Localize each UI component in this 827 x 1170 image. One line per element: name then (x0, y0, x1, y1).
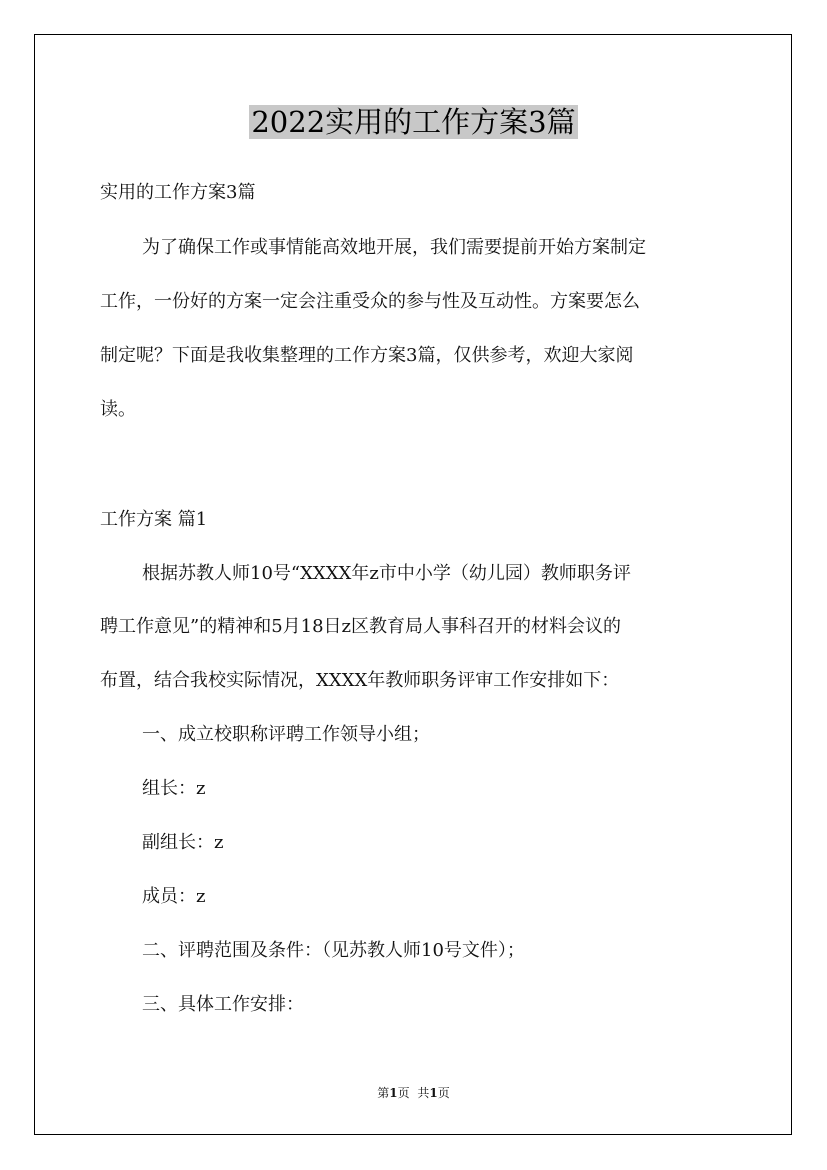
list-item-6: 三、具体工作安排： (142, 994, 304, 1015)
section-para-line-2: 聘工作意见”的精神和5月18日z区教育局人事科召开的材料会议的 (100, 616, 622, 637)
total-pages: 1 (429, 1086, 438, 1100)
page-number: 1 (389, 1086, 398, 1100)
document-subtitle: 实用的工作方案3篇 (100, 182, 256, 203)
intro-line-4: 读。 (100, 399, 136, 420)
total-suffix: 页 (437, 1086, 450, 1100)
list-item-3: 副组长：z (142, 832, 224, 853)
list-item-5: 二、评聘范围及条件：（见苏教人师10号文件）； (142, 940, 525, 961)
list-item-4: 成员：z (142, 886, 206, 907)
total-prefix: 共 (417, 1086, 430, 1100)
document-title (0, 98, 827, 146)
intro-line-2: 工作，一份好的方案一定会注重受众的参与性及互动性。方案要怎么 (100, 291, 640, 312)
section-para-line-3: 布置，结合我校实际情况，XXXX年教师职务评审工作安排如下： (100, 670, 620, 691)
page-footer (0, 1084, 827, 1101)
section-heading: 工作方案 篇1 (100, 509, 208, 530)
intro-line-1: 为了确保工作或事情能高效地开展，我们需要提前开始方案制定 (142, 237, 646, 258)
list-item-1: 一、成立校职称评聘工作领导小组； (142, 724, 430, 745)
page-prefix: 第 (377, 1086, 390, 1100)
section-para-line-1: 根据苏教人师10号“XXXX年z市中小学（幼儿园）教师职务评 (142, 563, 631, 584)
page-suffix: 页 (397, 1086, 410, 1100)
list-item-2: 组长：z (142, 778, 206, 799)
intro-line-3: 制定呢？下面是我收集整理的工作方案3篇，仅供参考，欢迎大家阅 (100, 345, 634, 366)
document-title-text: 2022实用的工作方案3篇 (251, 105, 576, 139)
